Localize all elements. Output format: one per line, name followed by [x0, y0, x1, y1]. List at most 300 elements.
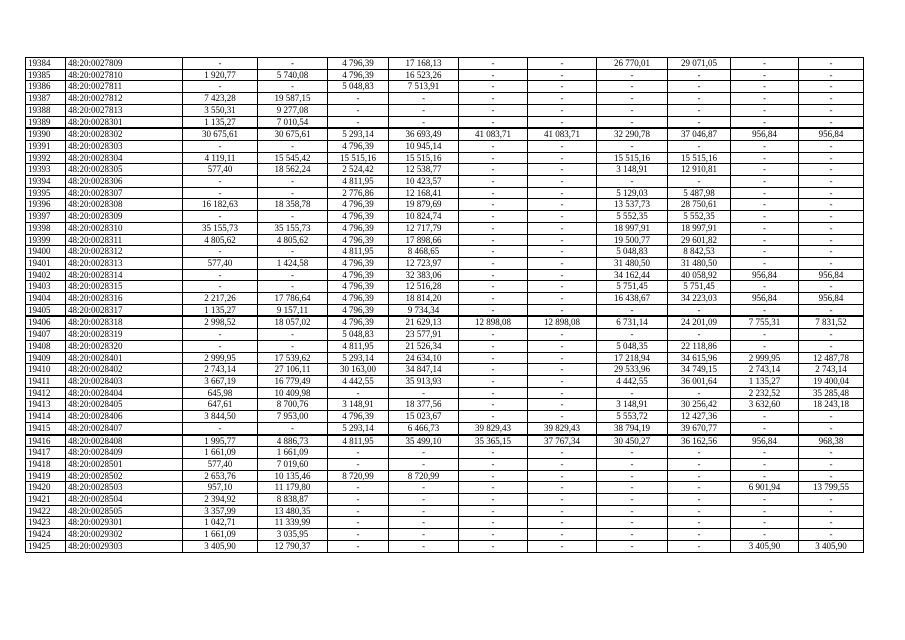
value-cell: - [459, 164, 528, 176]
row-number-cell: 19415 [26, 422, 66, 434]
value-cell: - [597, 494, 668, 506]
value-cell: - [731, 257, 799, 269]
value-cell: 1 920,77 [183, 69, 258, 81]
value-cell: - [731, 458, 799, 470]
value-cell: - [799, 517, 864, 529]
value-cell: - [668, 494, 731, 506]
value-cell: 3 632,60 [731, 399, 799, 411]
value-cell: 17 218,94 [597, 352, 668, 364]
value-cell: - [731, 58, 799, 70]
value-cell: - [459, 364, 528, 376]
value-cell: - [731, 187, 799, 199]
value-cell: 19 400,04 [799, 375, 864, 387]
cadastral-number-cell: 48:20:0028502 [66, 470, 183, 482]
value-cell: 15 515,16 [668, 152, 731, 164]
cadastral-number-cell: 48:20:0028314 [66, 269, 183, 281]
value-cell: 17 168,13 [389, 58, 459, 70]
value-cell: 21 629,13 [389, 316, 459, 328]
row-number-cell: 19414 [26, 411, 66, 423]
value-cell: - [528, 187, 597, 199]
table-row [26, 104, 864, 116]
cadastral-number-cell: 48:20:0027810 [66, 69, 183, 81]
value-cell: - [799, 494, 864, 506]
row-number-cell: 19405 [26, 304, 66, 316]
value-cell: 24 634,10 [389, 352, 459, 364]
value-cell: - [597, 176, 668, 188]
value-cell: - [328, 494, 389, 506]
value-cell: - [459, 211, 528, 223]
row-number-cell: 19389 [26, 116, 66, 128]
value-cell: - [459, 140, 528, 152]
table-row [26, 364, 864, 376]
value-cell: 8 720,99 [328, 470, 389, 482]
value-cell: - [389, 458, 459, 470]
value-cell: 4 796,39 [328, 269, 389, 281]
value-cell: - [183, 58, 258, 70]
value-cell: 18 814,20 [389, 293, 459, 305]
value-cell: 7 010,54 [258, 116, 328, 128]
row-number-cell: 19409 [26, 352, 66, 364]
value-cell: 3 405,90 [731, 540, 799, 552]
value-cell: 8 838,87 [258, 494, 328, 506]
value-cell: - [799, 58, 864, 70]
value-cell: 3 357,99 [183, 505, 258, 517]
value-cell: 4 886,73 [258, 435, 328, 447]
table-row [26, 399, 864, 411]
value-cell: - [528, 199, 597, 211]
value-cell: - [459, 529, 528, 541]
value-cell: - [799, 529, 864, 541]
value-cell: - [389, 387, 459, 399]
value-cell: 19 879,69 [389, 199, 459, 211]
value-cell: 30 256,42 [668, 399, 731, 411]
table-row [26, 69, 864, 81]
value-cell: - [389, 482, 459, 494]
value-cell: - [459, 540, 528, 552]
value-cell: 2 217,26 [183, 293, 258, 305]
value-cell: - [258, 58, 328, 70]
value-cell: 7 513,91 [389, 81, 459, 93]
value-cell: 5 048,83 [328, 81, 389, 93]
value-cell: 40 058,92 [668, 269, 731, 281]
value-cell: - [328, 482, 389, 494]
value-cell: - [328, 505, 389, 517]
value-cell: 34 749,15 [668, 364, 731, 376]
value-cell: 18 997,91 [597, 222, 668, 234]
value-cell: - [799, 176, 864, 188]
row-number-cell: 19392 [26, 152, 66, 164]
value-cell: - [668, 387, 731, 399]
value-cell: - [528, 494, 597, 506]
value-cell: - [459, 352, 528, 364]
table-row [26, 470, 864, 482]
value-cell: - [799, 140, 864, 152]
value-cell: - [528, 176, 597, 188]
value-cell: 32 290,78 [597, 128, 668, 140]
value-cell: 29 533,96 [597, 364, 668, 376]
value-cell: 15 515,16 [597, 152, 668, 164]
value-cell: 4 442,55 [328, 375, 389, 387]
value-cell: 7 423,28 [183, 93, 258, 105]
value-cell: - [731, 81, 799, 93]
cadastral-number-cell: 48:20:0028405 [66, 399, 183, 411]
value-cell: - [597, 529, 668, 541]
value-cell: 4 811,95 [328, 340, 389, 352]
table-row [26, 422, 864, 434]
table-row [26, 81, 864, 93]
cadastral-number-cell: 48:20:0028407 [66, 422, 183, 434]
cadastral-number-cell: 48:20:0028310 [66, 222, 183, 234]
table-row [26, 447, 864, 459]
value-cell: - [528, 152, 597, 164]
value-cell: - [459, 293, 528, 305]
value-cell: - [668, 69, 731, 81]
value-cell: 28 750,61 [668, 199, 731, 211]
value-cell: - [668, 116, 731, 128]
value-cell: - [258, 187, 328, 199]
cadastral-number-cell: 48:20:0027812 [66, 93, 183, 105]
value-cell: 30 450,27 [597, 435, 668, 447]
value-cell: 13 480,35 [258, 505, 328, 517]
value-cell: - [258, 281, 328, 293]
value-cell: 4 796,39 [328, 140, 389, 152]
value-cell: - [528, 281, 597, 293]
table-row [26, 458, 864, 470]
table-row [26, 352, 864, 364]
table-row [26, 316, 864, 328]
value-cell: - [668, 304, 731, 316]
value-cell: - [328, 104, 389, 116]
value-cell: - [528, 482, 597, 494]
value-cell: 5 293,14 [328, 128, 389, 140]
row-number-cell: 19398 [26, 222, 66, 234]
value-cell: 1 135,27 [731, 375, 799, 387]
value-cell: - [389, 494, 459, 506]
value-cell: - [459, 69, 528, 81]
value-cell: - [597, 104, 668, 116]
value-cell: 3 148,91 [597, 164, 668, 176]
value-cell: - [459, 458, 528, 470]
value-cell: - [528, 505, 597, 517]
value-cell: 10 824,74 [389, 211, 459, 223]
value-cell: - [528, 69, 597, 81]
value-cell: - [799, 222, 864, 234]
value-cell: - [799, 69, 864, 81]
value-cell: 21 526,34 [389, 340, 459, 352]
row-number-cell: 19384 [26, 58, 66, 70]
table-row [26, 246, 864, 258]
cadastral-number-cell: 48:20:0028309 [66, 211, 183, 223]
value-cell: 18 562,24 [258, 164, 328, 176]
cadastral-number-cell: 48:20:0028319 [66, 329, 183, 341]
value-cell: - [183, 269, 258, 281]
value-cell: - [528, 411, 597, 423]
value-cell: 24 201,09 [668, 316, 731, 328]
value-cell: 2 999,95 [183, 352, 258, 364]
value-cell: 4 796,39 [328, 211, 389, 223]
value-cell: 2 743,14 [731, 364, 799, 376]
value-cell: 41 083,71 [528, 128, 597, 140]
value-cell: - [528, 364, 597, 376]
value-cell: 957,10 [183, 482, 258, 494]
value-cell: - [799, 422, 864, 434]
value-cell: 26 770,01 [597, 58, 668, 70]
cadastral-number-cell: 48:20:0028312 [66, 246, 183, 258]
value-cell: - [459, 447, 528, 459]
row-number-cell: 19418 [26, 458, 66, 470]
value-cell: - [459, 494, 528, 506]
cadastral-number-cell: 48:20:0028304 [66, 152, 183, 164]
value-cell: - [459, 104, 528, 116]
value-cell: - [459, 281, 528, 293]
value-cell: 3 148,91 [328, 399, 389, 411]
value-cell: 35 155,73 [183, 222, 258, 234]
value-cell: - [668, 447, 731, 459]
value-cell: 4 811,95 [328, 435, 389, 447]
value-cell: - [528, 387, 597, 399]
value-cell: 1 661,09 [258, 447, 328, 459]
cadastral-number-cell: 48:20:0028313 [66, 257, 183, 269]
row-number-cell: 19401 [26, 257, 66, 269]
row-number-cell: 19395 [26, 187, 66, 199]
value-cell: - [528, 304, 597, 316]
value-cell: 2 999,95 [731, 352, 799, 364]
value-cell: - [328, 116, 389, 128]
cadastral-number-cell: 48:20:0028303 [66, 140, 183, 152]
value-cell: 8 842,53 [668, 246, 731, 258]
value-cell: 7 755,31 [731, 316, 799, 328]
table-row [26, 329, 864, 341]
value-cell: 12 898,08 [528, 316, 597, 328]
value-cell: 5 751,45 [668, 281, 731, 293]
value-cell: - [459, 269, 528, 281]
value-cell: - [528, 399, 597, 411]
value-cell: - [597, 458, 668, 470]
cadastral-number-cell: 48:20:0029303 [66, 540, 183, 552]
table-row [26, 411, 864, 423]
value-cell: 5 129,03 [597, 187, 668, 199]
value-cell: - [731, 529, 799, 541]
value-cell: - [668, 81, 731, 93]
value-cell: 956,84 [731, 293, 799, 305]
value-cell: - [183, 81, 258, 93]
value-cell: - [389, 540, 459, 552]
value-cell: 2 232,52 [731, 387, 799, 399]
value-cell: - [799, 234, 864, 246]
value-cell: 3 035,95 [258, 529, 328, 541]
cadastral-number-cell: 48:20:0028401 [66, 352, 183, 364]
value-cell: 31 480,50 [597, 257, 668, 269]
value-cell: 15 515,16 [328, 152, 389, 164]
value-cell: - [799, 458, 864, 470]
row-number-cell: 19386 [26, 81, 66, 93]
value-cell: 15 515,16 [389, 152, 459, 164]
value-cell: - [528, 447, 597, 459]
value-cell: - [459, 304, 528, 316]
value-cell: 19 500,77 [597, 234, 668, 246]
value-cell: 956,84 [731, 269, 799, 281]
value-cell: 4 796,39 [328, 234, 389, 246]
value-cell: - [668, 482, 731, 494]
value-cell: - [799, 152, 864, 164]
value-cell: - [528, 458, 597, 470]
table-row [26, 128, 864, 140]
table-row [26, 187, 864, 199]
value-cell: 12 790,37 [258, 540, 328, 552]
value-cell: 647,61 [183, 399, 258, 411]
table-row [26, 435, 864, 447]
value-cell: 16 182,63 [183, 199, 258, 211]
cadastral-number-cell: 48:20:0028505 [66, 505, 183, 517]
value-cell: - [528, 529, 597, 541]
value-cell: 12 723,97 [389, 257, 459, 269]
value-cell: - [528, 470, 597, 482]
table-row [26, 387, 864, 399]
value-cell: 3 405,90 [183, 540, 258, 552]
value-cell: - [528, 352, 597, 364]
cadastral-number-cell: 48:20:0028504 [66, 494, 183, 506]
value-cell: - [668, 517, 731, 529]
value-cell: 4 811,95 [328, 246, 389, 258]
value-cell: 35 499,10 [389, 435, 459, 447]
value-cell: - [668, 529, 731, 541]
value-cell: 36 693,49 [389, 128, 459, 140]
value-cell: 39 829,43 [528, 422, 597, 434]
row-number-cell: 19425 [26, 540, 66, 552]
value-cell: - [258, 340, 328, 352]
value-cell: - [328, 540, 389, 552]
cadastral-number-cell: 48:20:0028307 [66, 187, 183, 199]
value-cell: - [799, 199, 864, 211]
value-cell: 5 048,83 [597, 246, 668, 258]
value-cell: - [597, 69, 668, 81]
value-cell: 11 179,80 [258, 482, 328, 494]
value-cell: - [459, 505, 528, 517]
cadastral-number-cell: 48:20:0028501 [66, 458, 183, 470]
row-number-cell: 19419 [26, 470, 66, 482]
value-cell: - [459, 93, 528, 105]
value-cell: 35 913,93 [389, 375, 459, 387]
value-cell: - [731, 505, 799, 517]
value-cell: - [799, 116, 864, 128]
value-cell: - [668, 104, 731, 116]
value-cell: - [528, 58, 597, 70]
value-cell: - [597, 81, 668, 93]
value-cell: - [258, 269, 328, 281]
table-row [26, 199, 864, 211]
value-cell: - [459, 222, 528, 234]
value-cell: 8 468,65 [389, 246, 459, 258]
table-row [26, 293, 864, 305]
value-cell: - [258, 329, 328, 341]
value-cell: 4 796,39 [328, 304, 389, 316]
value-cell: - [328, 447, 389, 459]
value-cell: - [597, 329, 668, 341]
table-row [26, 58, 864, 70]
value-cell: - [258, 140, 328, 152]
value-cell: 31 480,50 [668, 257, 731, 269]
value-cell: 6 466,73 [389, 422, 459, 434]
value-cell: - [731, 104, 799, 116]
value-cell: 956,84 [799, 128, 864, 140]
table-row [26, 281, 864, 293]
value-cell: 36 162,56 [668, 435, 731, 447]
value-cell: - [668, 93, 731, 105]
value-cell: - [459, 58, 528, 70]
value-cell: 9 734,34 [389, 304, 459, 316]
value-cell: 34 615,96 [668, 352, 731, 364]
row-number-cell: 19417 [26, 447, 66, 459]
value-cell: 1 661,09 [183, 447, 258, 459]
cadastral-number-cell: 48:20:0028305 [66, 164, 183, 176]
value-cell: 29 071,05 [668, 58, 731, 70]
value-cell: 19 587,15 [258, 93, 328, 105]
table-row [26, 164, 864, 176]
value-cell: - [389, 116, 459, 128]
table-row [26, 176, 864, 188]
cadastral-number-cell: 48:20:0028306 [66, 176, 183, 188]
value-cell: - [459, 375, 528, 387]
value-cell: - [183, 187, 258, 199]
value-cell: - [459, 482, 528, 494]
value-cell: 35 365,15 [459, 435, 528, 447]
value-cell: - [528, 81, 597, 93]
table-body [26, 58, 864, 553]
value-cell: 7 019,60 [258, 458, 328, 470]
value-cell: - [799, 304, 864, 316]
value-cell: 16 779,49 [258, 375, 328, 387]
value-cell: - [799, 211, 864, 223]
cadastral-number-cell: 48:20:0028315 [66, 281, 183, 293]
value-cell: - [183, 176, 258, 188]
value-cell: - [459, 116, 528, 128]
cadastral-number-cell: 48:20:0028311 [66, 234, 183, 246]
value-cell: 4 805,62 [258, 234, 328, 246]
table-row [26, 340, 864, 352]
value-cell: - [528, 375, 597, 387]
value-cell: 16 438,67 [597, 293, 668, 305]
value-cell: - [389, 104, 459, 116]
value-cell: - [528, 517, 597, 529]
value-cell: 1 661,09 [183, 529, 258, 541]
value-cell: 645,98 [183, 387, 258, 399]
value-cell: - [731, 199, 799, 211]
cadastral-number-cell: 48:20:0029301 [66, 517, 183, 529]
value-cell: - [328, 517, 389, 529]
table-row [26, 529, 864, 541]
value-cell: - [799, 340, 864, 352]
cadastral-number-cell: 48:20:0027809 [66, 58, 183, 70]
value-cell: - [459, 199, 528, 211]
value-cell: - [668, 505, 731, 517]
value-cell: - [799, 246, 864, 258]
row-number-cell: 19387 [26, 93, 66, 105]
value-cell: 4 796,39 [328, 199, 389, 211]
value-cell: - [528, 257, 597, 269]
value-cell: 4 796,39 [328, 257, 389, 269]
value-cell: 36 001,64 [668, 375, 731, 387]
value-cell: - [459, 340, 528, 352]
value-cell: 12 898,08 [459, 316, 528, 328]
value-cell: 39 670,77 [668, 422, 731, 434]
cadastral-number-cell: 48:20:0028320 [66, 340, 183, 352]
value-cell: 39 829,43 [459, 422, 528, 434]
value-cell: - [528, 540, 597, 552]
value-cell: - [459, 257, 528, 269]
value-cell: - [597, 93, 668, 105]
row-number-cell: 19424 [26, 529, 66, 541]
value-cell: - [389, 517, 459, 529]
